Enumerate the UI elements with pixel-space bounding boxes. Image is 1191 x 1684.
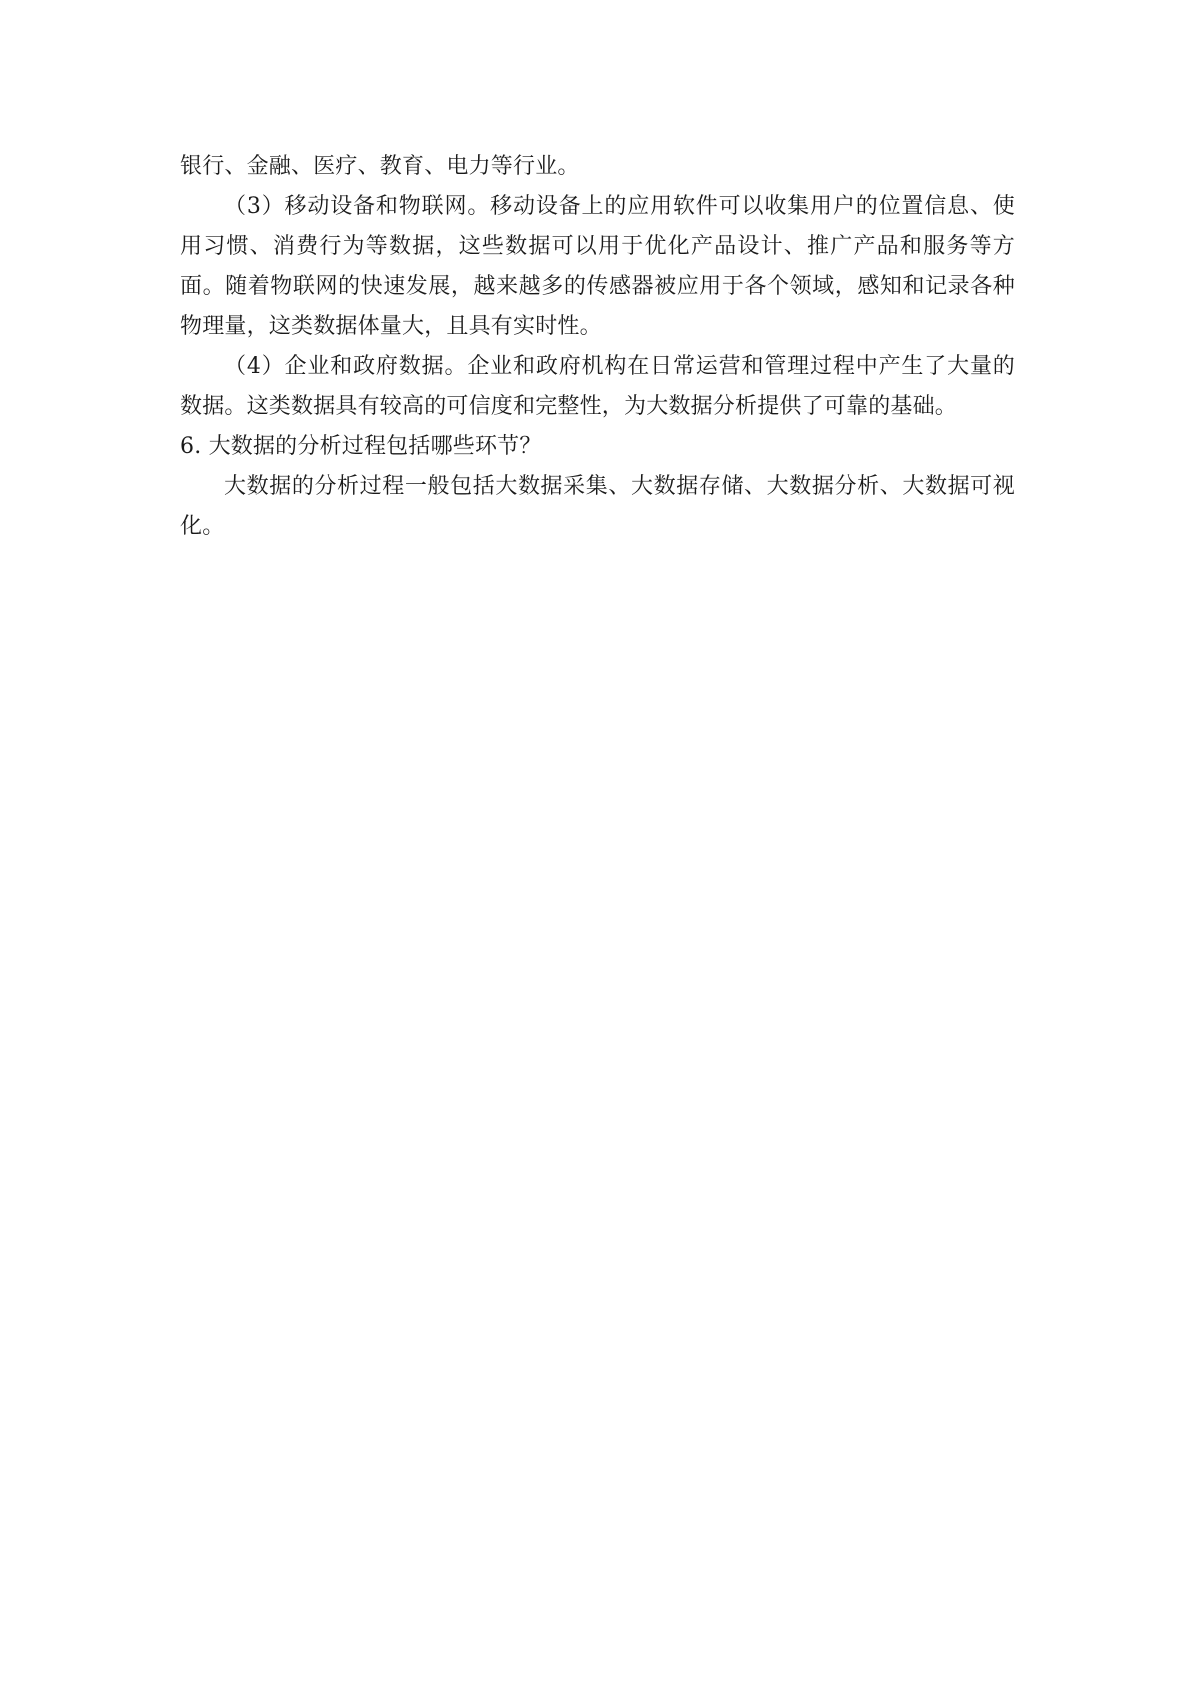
paragraph-enterprise-government: （4）企业和政府数据。企业和政府机构在日常运营和管理过程中产生了大量的数据。这类数据具有较高的可信度和完整性，为大数据分析提供了可靠的基础。 — [180, 354, 1015, 419]
paragraph-analysis-process: 大数据的分析过程一般包括大数据采集、大数据存储、大数据分析、大数据可视化。 — [180, 474, 1015, 539]
paragraph-mobile-iot: （3）移动设备和物联网。移动设备上的应用软件可以收集用户的位置信息、使用习惯、消费行为等数据，这些数据可以用于优化产品设计、推广产品和服务等方面。随着物联网的快速发展，越来越多的传感器被应用于各个领域，感知和记录各种物理量，这类数据体量大，且具有实时性。 — [180, 194, 1015, 339]
paragraph-industries-continuation: 银行、金融、医疗、教育、电力等行业。 — [180, 154, 580, 179]
document-body — [180, 147, 1015, 547]
question-heading: 6. 大数据的分析过程包括哪些环节？ — [180, 434, 542, 459]
